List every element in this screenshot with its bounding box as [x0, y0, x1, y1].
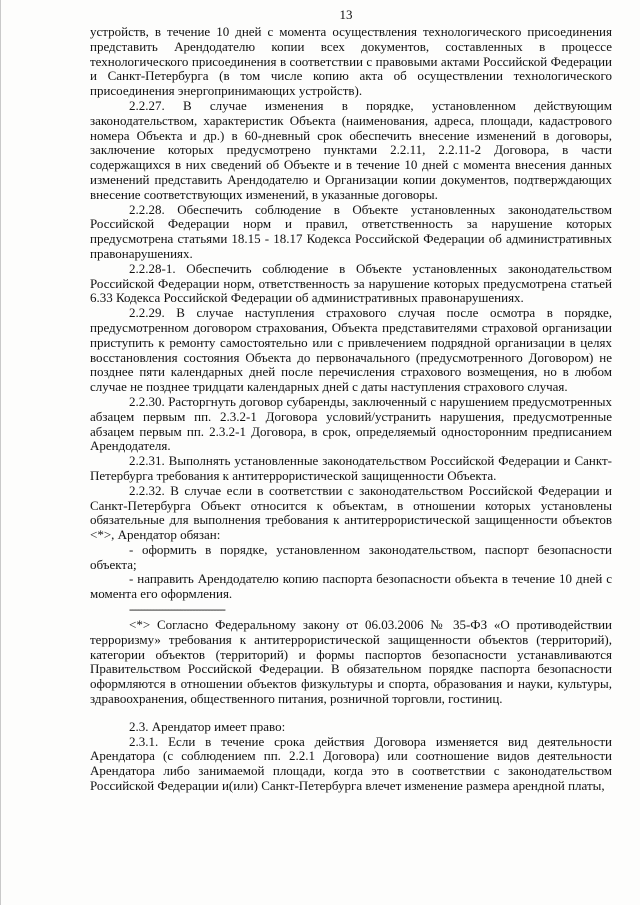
- paragraph-2-2-30: 2.2.30. Расторгнуть договор субаренды, заключенный с нарушением предусмотренных абзацем первым пп. 2.3.2-1 Договора условий/устранить нарушения, предусмотренные абзацем первым пп. 2.3.2-1 Договора, в срок, определяемый односторонним предписанием Арендодателя.: [90, 393, 612, 454]
- paragraph-2-2-28-1: 2.2.28-1. Обеспечить соблюдение в Объекте установленных законодательством Российской Федерации норм, ответственность за нарушение которых предусмотрена статьей 6.33 Кодекса Российской Федерации об административных правонарушениях.: [90, 260, 612, 306]
- paragraph-2-2-29: 2.2.29. В случае наступления страхового случая после осмотра в порядке, предусмотренном договором страхования, Объекта представителями страховой организации приступить к ремонту самостоятельно или с привлечением подрядной организации в целях восстановления состояния Объекта до первоначального (предусмотренного Договором) не позднее пяти календарных дней после перечисления страхового возмещения, но в любом случае не позднее тридцати календарных дней с даты наступления страхового случая.: [90, 305, 612, 395]
- section-heading-2-3: 2.3. Арендатор имеет право:: [129, 718, 286, 734]
- paragraph-2-2-31: 2.2.31. Выполнять установленные законодательством Российской Федерации и Санкт-Петербурга требования к антитеррористической защищенности Объекта.: [90, 453, 612, 483]
- paragraph-2-2-28: 2.2.28. Обеспечить соблюдение в Объекте установленных законодательством Российской Федерации норм и правил, ответственность за нарушение которых предусмотрена статьями 18.15 - 18.17 Кодекса Российской Федерации об административных правонарушениях.: [90, 201, 612, 261]
- paragraph-continuation: устройств, в течение 10 дней с момента осуществления технологического присоединения представить Арендодателю копии всех документов, составленных в процессе технологического присоединения в соответствии с правовыми актами Российской Федерации и Санкт-Петербурга (в том числе копию акта об осуществлении технологического присоединения энергопринимающих устройств).: [90, 24, 612, 99]
- paragraph-2-2-27: 2.2.27. В случае изменения в порядке, установленном действующим законодательством, характеристик Объекта (наименования, адреса, площади, кадастрового номера Объекта и др.) в 60-дневный срок обеспечить внесение изменений в договоры, заключение которых предусмотрено пунктами 2.2.11, 2.2.11-2 Договора, в части содержащихся в них сведений об Объекте и в течение 10 дней с момента внесения данных изменений представить Арендодателю и Организации копии документов, подтверждающих внесение соответствующих изменений, в указанные договоры.: [90, 97, 612, 202]
- paragraph-2-3-1: 2.3.1. Если в течение срока действия Договора изменяется вид деятельности Арендатора (с соблюдением пп. 2.2.1 Договора) или соотношение видов деятельности Арендатора либо занимаемой площади, когда это в соответствии с законодательством Российской Федерации и(или) Санкт-Петербурга влечет изменение размера арендной платы,: [90, 733, 612, 794]
- page-number: 13: [339, 7, 353, 22]
- footnote-text: <*> Согласно Федеральному закону от 06.03.2006 № 35-ФЗ «О противодействии терроризму» требования к антитеррористической защищенности объектов (территорий), категории объектов (территорий) и формы паспортов безопасности устанавливаются Правительством Российской Федерации. В обязательном порядке паспорта безопасности оформляются в отношении объектов физкультуры и спорта, образования и науки, культуры, здравоохранения, общественного питания, розничной торговли, гостиниц.: [90, 617, 612, 707]
- footnote-separator: --------------------------------: [129, 603, 225, 617]
- paragraph-2-2-32: 2.2.32. В случае если в соответствии с законодательством Российской Федерации и Санкт-Петербурга Объект относится к объектам, в отношении которых установлены обязательные для выполнения требования к антитеррористической защищенности объектов <*>, Арендатор обязан:: [90, 482, 612, 543]
- section-spacer: [90, 707, 612, 720]
- list-item-send-copy: - направить Арендодателю копию паспорта безопасности объекта в течение 10 дней с момента его оформления.: [90, 571, 612, 602]
- list-item-passport: - оформить в порядке, установленном законодательством, паспорт безопасности объекта;: [90, 541, 612, 572]
